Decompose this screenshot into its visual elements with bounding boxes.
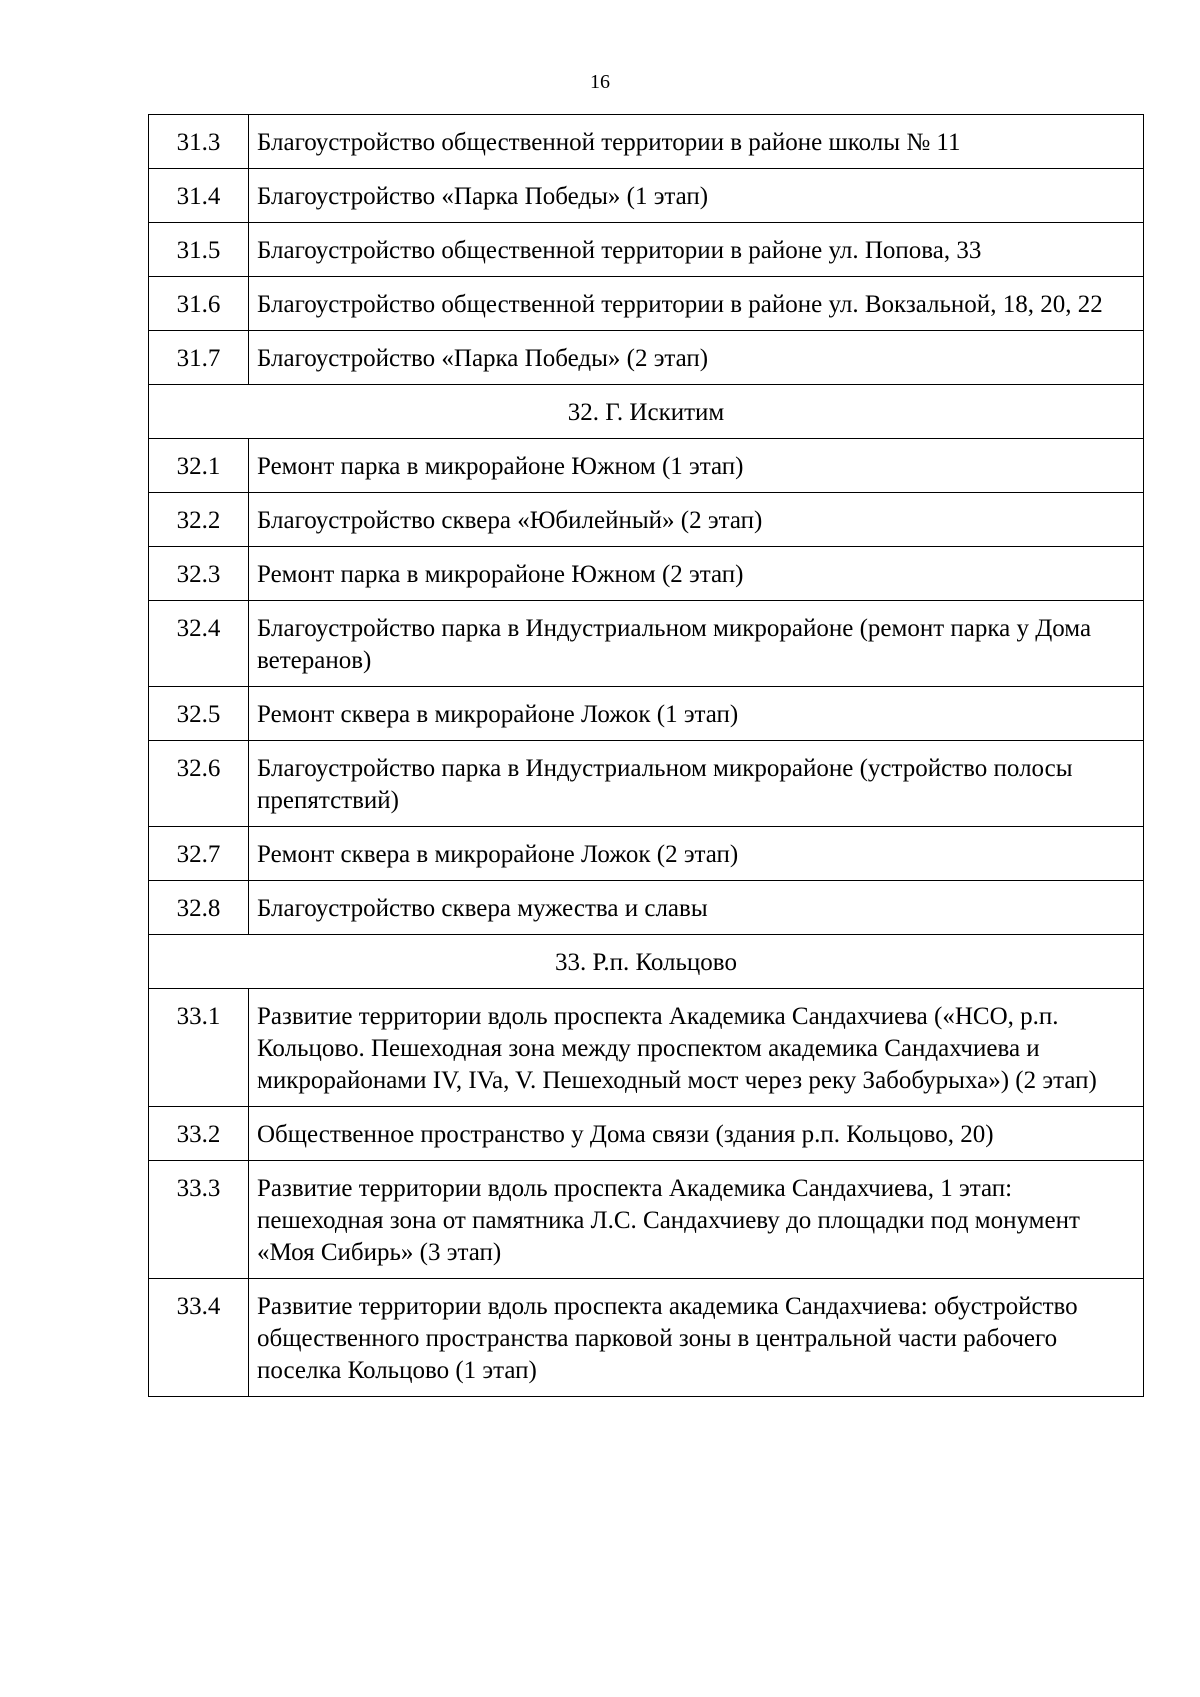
item-number: 31.7 — [149, 331, 249, 385]
table-row — [149, 331, 1144, 385]
table-row — [149, 169, 1144, 223]
item-number: 31.6 — [149, 277, 249, 331]
table-row — [149, 601, 1144, 687]
table-row — [149, 1107, 1144, 1161]
page-number: 16 — [590, 71, 610, 93]
item-description: Ремонт парка в микрорайоне Южном (2 этап) — [249, 547, 1144, 601]
item-description: Ремонт парка в микрорайоне Южном (1 этап) — [249, 439, 1144, 493]
item-number: 32.8 — [149, 881, 249, 935]
table-row — [149, 881, 1144, 935]
item-description: Развитие территории вдоль проспекта академика Сандахчиева: обустройство общественного пространства парковой зоны в центральной части рабочего поселка Кольцово (1 этап) — [249, 1279, 1144, 1397]
section-title: 32. Г. Искитим — [149, 385, 1144, 439]
item-number: 31.3 — [149, 115, 249, 169]
section-header-row — [149, 935, 1144, 989]
item-number: 32.2 — [149, 493, 249, 547]
table-row — [149, 1279, 1144, 1397]
table-row — [149, 827, 1144, 881]
item-description: Развитие территории вдоль проспекта Академика Сандахчиева, 1 этап: пешеходная зона от памятника Л.С. Сандахчиеву до площадки под монумент «Моя Сибирь» (3 этап) — [249, 1161, 1144, 1279]
item-description: Благоустройство сквера мужества и славы — [249, 881, 1144, 935]
table-row — [149, 547, 1144, 601]
item-description: Ремонт сквера в микрорайоне Ложок (2 этап) — [249, 827, 1144, 881]
item-number: 32.1 — [149, 439, 249, 493]
item-number: 33.2 — [149, 1107, 249, 1161]
item-description: Благоустройство парка в Индустриальном микрорайоне (ремонт парка у Дома ветеранов) — [249, 601, 1144, 687]
table-row — [149, 439, 1144, 493]
item-description: Благоустройство общественной территории в районе ул. Вокзальной, 18, 20, 22 — [249, 277, 1144, 331]
item-description: Благоустройство «Парка Победы» (2 этап) — [249, 331, 1144, 385]
table-row — [149, 1161, 1144, 1279]
table-row — [149, 223, 1144, 277]
item-description: Благоустройство «Парка Победы» (1 этап) — [249, 169, 1144, 223]
item-description: Ремонт сквера в микрорайоне Ложок (1 этап) — [249, 687, 1144, 741]
item-number: 32.5 — [149, 687, 249, 741]
item-number: 32.3 — [149, 547, 249, 601]
item-description: Развитие территории вдоль проспекта Академика Сандахчиева («НСО, р.п. Кольцово. Пешеходная зона между проспектом академика Сандахчиева и микрорайонами IV, IVa, V. Пешеходный мост через реку Забобурыха») (2 этап) — [249, 989, 1144, 1107]
item-number: 31.4 — [149, 169, 249, 223]
item-number: 32.4 — [149, 601, 249, 687]
item-number: 32.6 — [149, 741, 249, 827]
item-description: Благоустройство общественной территории в районе школы № 11 — [249, 115, 1144, 169]
projects-table — [148, 114, 1144, 1397]
table-row — [149, 687, 1144, 741]
item-description: Благоустройство сквера «Юбилейный» (2 этап) — [249, 493, 1144, 547]
item-number: 32.7 — [149, 827, 249, 881]
item-number: 33.4 — [149, 1279, 249, 1397]
table-row — [149, 989, 1144, 1107]
item-number: 33.1 — [149, 989, 249, 1107]
section-header-row — [149, 385, 1144, 439]
table-body — [149, 115, 1144, 1397]
table-row — [149, 277, 1144, 331]
item-description: Благоустройство общественной территории в районе ул. Попова, 33 — [249, 223, 1144, 277]
item-description: Общественное пространство у Дома связи (здания р.п. Кольцово, 20) — [249, 1107, 1144, 1161]
section-title: 33. Р.п. Кольцово — [149, 935, 1144, 989]
item-number: 33.3 — [149, 1161, 249, 1279]
item-description: Благоустройство парка в Индустриальном микрорайоне (устройство полосы препятствий) — [249, 741, 1144, 827]
table-row — [149, 115, 1144, 169]
table-row — [149, 493, 1144, 547]
item-number: 31.5 — [149, 223, 249, 277]
table-row — [149, 741, 1144, 827]
